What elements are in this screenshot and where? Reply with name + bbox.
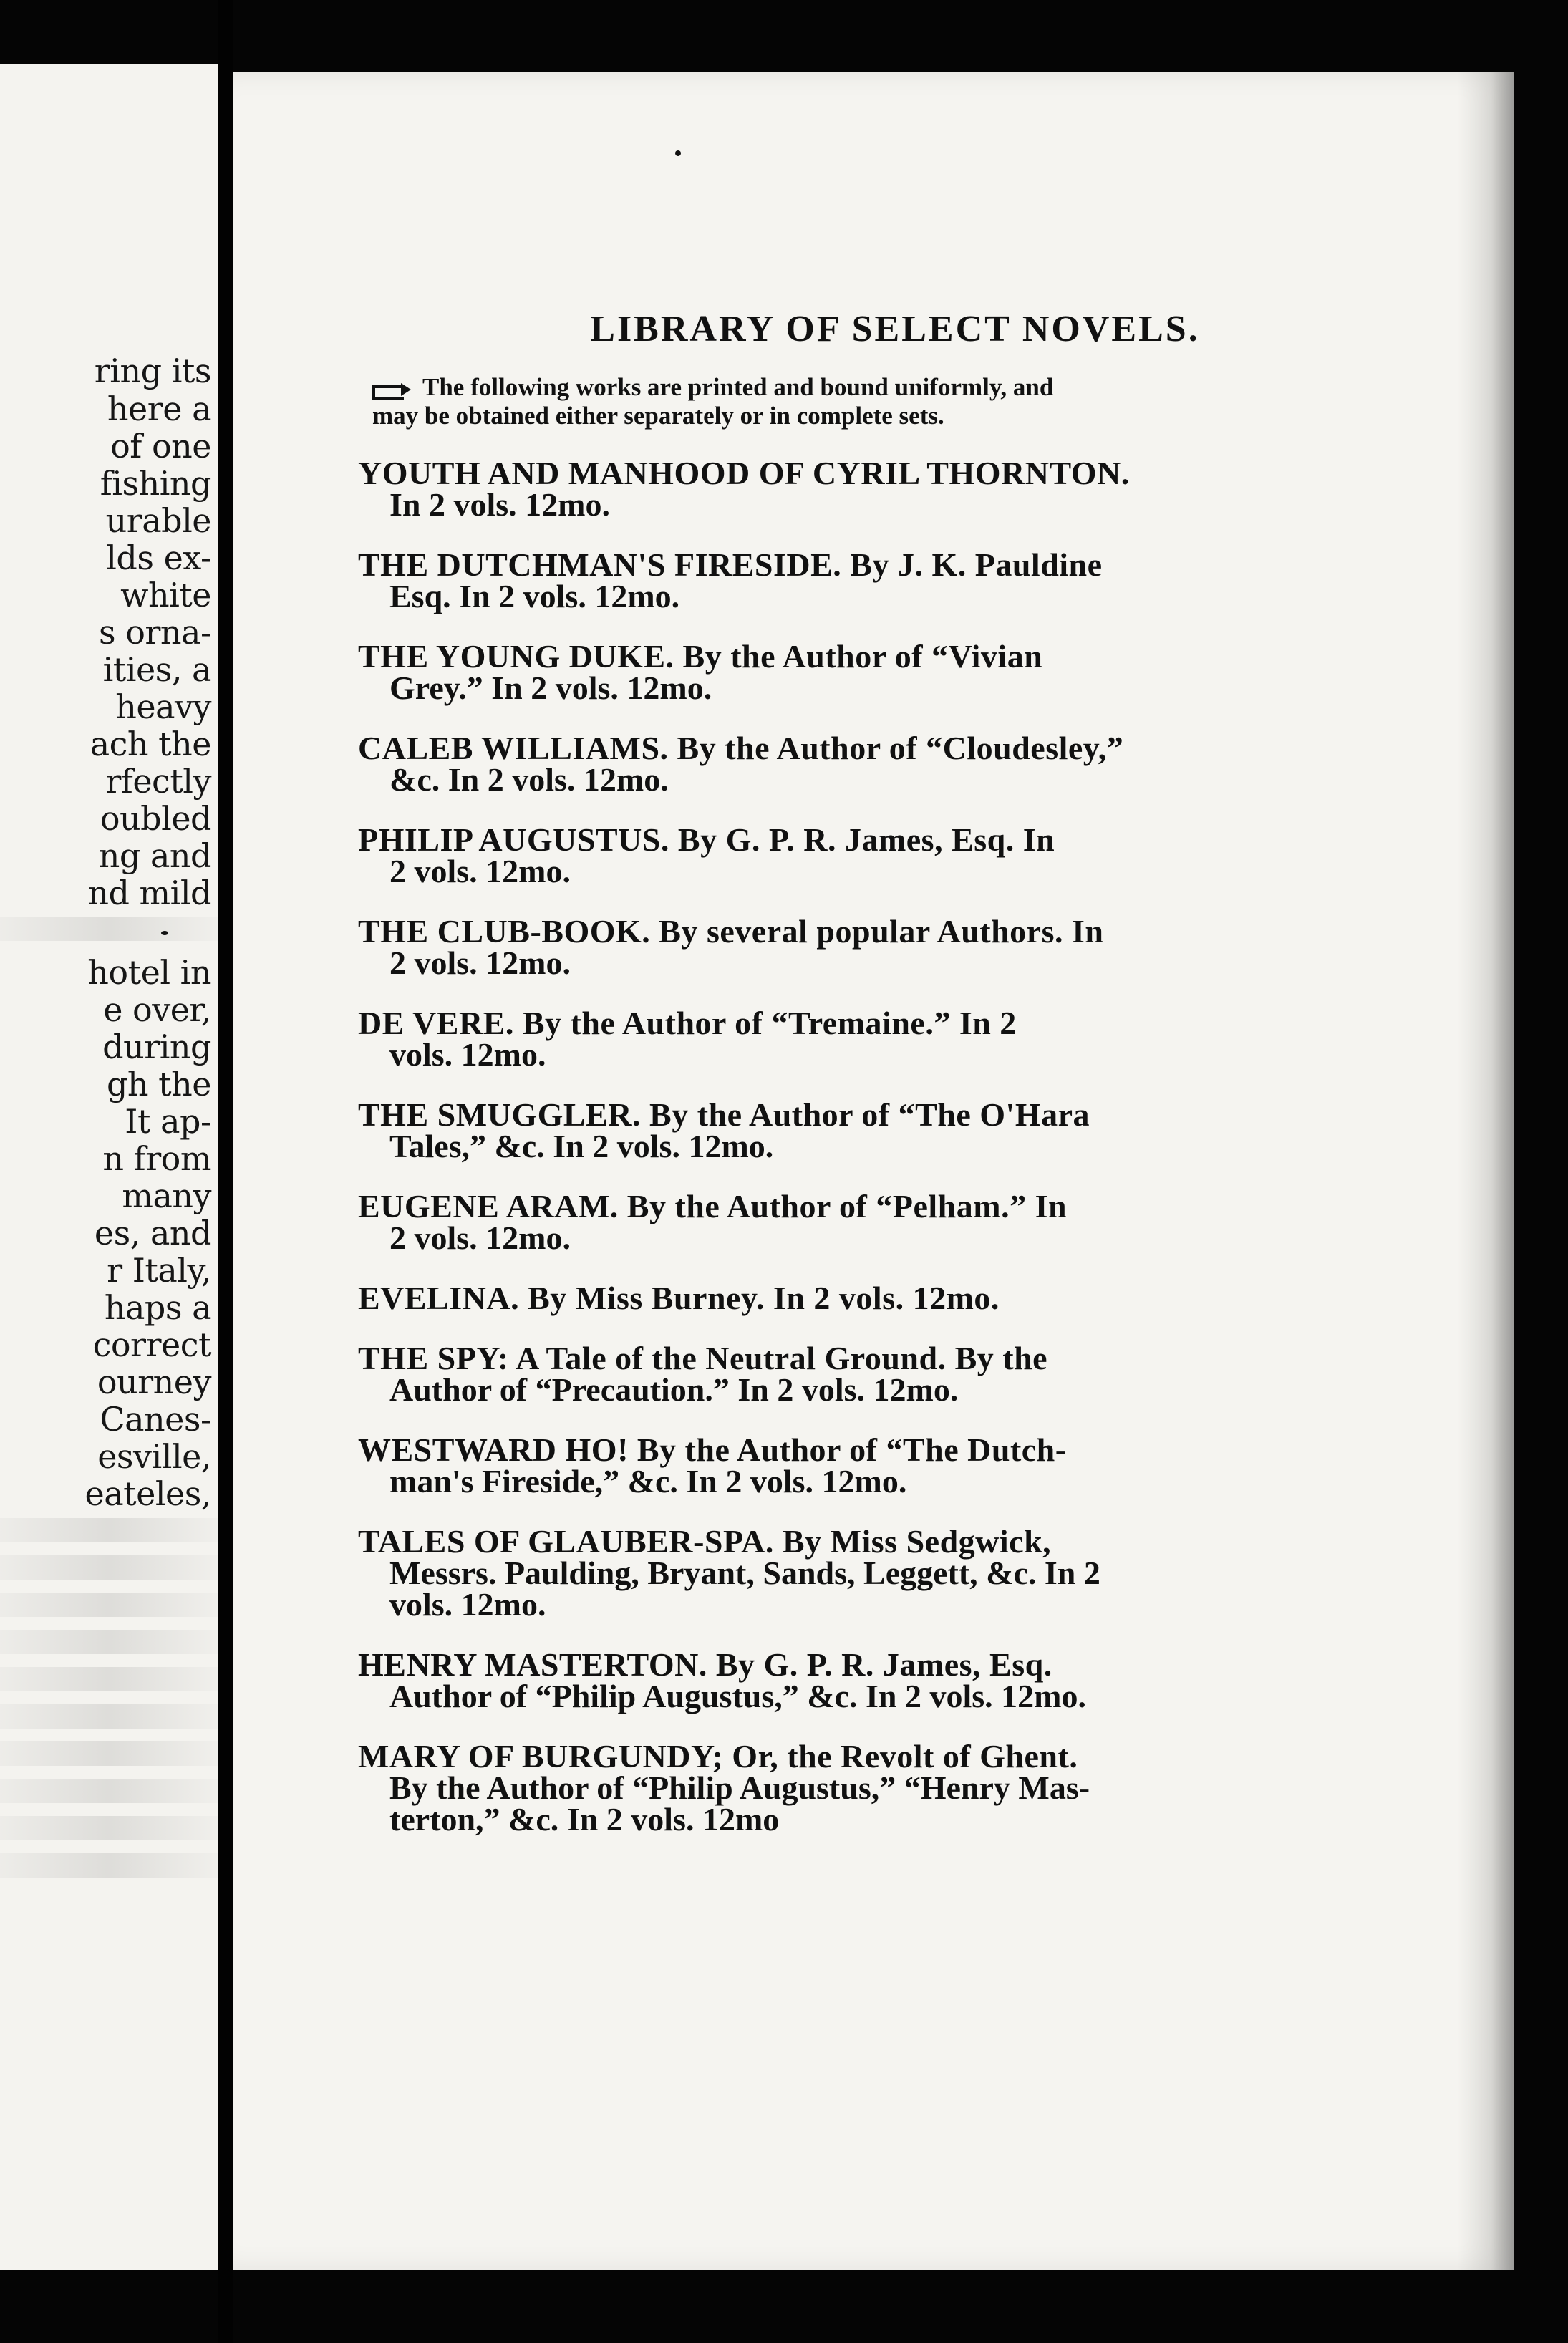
entry-line-2: man's Fireside,” &c. In 2 vols. 12mo. [389, 1463, 907, 1499]
book-entry [358, 546, 1418, 614]
left-text-fragment: ach the [89, 725, 211, 763]
left-text-fragment: fishing [100, 464, 211, 503]
left-text-fragment: n from [102, 1139, 211, 1178]
book-entry [358, 730, 1418, 798]
left-text-fragment: ities, a [102, 650, 211, 689]
left-text-fragment: ng and [98, 836, 211, 875]
faded-text-line [0, 917, 218, 941]
left-text-fragment: rfectly [105, 762, 211, 801]
book-entry [358, 1646, 1418, 1714]
left-text-fragment: r Italy, [107, 1251, 211, 1290]
book-entry [358, 1738, 1418, 1837]
left-text-fragment: correct [92, 1325, 211, 1364]
book-entry [358, 821, 1418, 889]
book-entry [358, 1096, 1418, 1164]
faded-text-line [0, 1816, 218, 1840]
book-entry [358, 1282, 1418, 1314]
book-entry [358, 913, 1418, 981]
faded-text-line [0, 1779, 218, 1803]
entry-line-1: THE YOUNG DUKE. By the Author of “Vivian [358, 638, 1043, 675]
entry-line-1: TALES OF GLAUBER-SPA. By Miss Sedgwick, [358, 1523, 1052, 1560]
entry-line-2: In 2 vols. 12mo. [389, 486, 610, 523]
book-entry [358, 1431, 1418, 1499]
entry-line-1: YOUTH AND MANHOOD OF CYRIL THORNTON. [358, 455, 1130, 491]
print-speck [675, 150, 681, 156]
faded-text-line [0, 1704, 218, 1729]
entry-line-2: 2 vols. 12mo. [389, 1219, 571, 1256]
entry-line-2: 2 vols. 12mo. [389, 945, 571, 981]
faded-text-line [0, 1555, 218, 1580]
book-entry [358, 455, 1418, 523]
left-text-fragment: hotel in [87, 953, 211, 992]
entry-line-1: WESTWARD HO! By the Author of “The Dutch- [358, 1431, 1067, 1468]
left-text-fragment: during [102, 1028, 211, 1066]
left-text-fragment: urable [105, 501, 211, 540]
book-entry [358, 1523, 1418, 1623]
left-facing-page [0, 64, 218, 2270]
left-text-fragment: es, and [94, 1214, 211, 1252]
entry-line-2: Messrs. Paulding, Bryant, Sands, Leggett, &c. In 2 [389, 1555, 1100, 1591]
left-text-fragment: Canes- [100, 1400, 211, 1439]
entry-line-2: By the Author of “Philip Augustus,” “Henry Mas- [389, 1769, 1090, 1806]
book-entry [358, 1005, 1418, 1073]
faded-text-line [0, 1518, 218, 1542]
entry-line-2: vols. 12mo. [389, 1036, 546, 1073]
book-entry [358, 638, 1418, 706]
entry-line-1: THE SMUGGLER. By the Author of “The O'Hara [358, 1096, 1090, 1133]
entry-line-2: Grey.” In 2 vols. 12mo. [389, 670, 712, 706]
entry-line-3: vols. 12mo. [389, 1586, 546, 1623]
left-text-fragment: here a [107, 390, 211, 428]
entry-line-1: THE SPY: A Tale of the Neutral Ground. By the [358, 1340, 1048, 1376]
left-text-fragment: many [122, 1177, 211, 1215]
entry-line-1: THE CLUB-BOOK. By several popular Authors. In [358, 913, 1104, 950]
faded-text-line [0, 1741, 218, 1766]
entry-line-3: terton,” &c. In 2 vols. 12mo [389, 1801, 780, 1837]
book-list [358, 308, 1418, 1864]
entry-line-1: CALEB WILLIAMS. By the Author of “Cloudesley,” [358, 730, 1124, 766]
page-gutter [218, 0, 233, 2343]
entry-line-1: THE DUTCHMAN'S FIRESIDE. By J. K. Pauldine [358, 546, 1103, 583]
left-text-fragment: white [120, 576, 211, 614]
faded-text-line [0, 1593, 218, 1617]
notice-line-1: The following works are printed and bound uniformly, and [422, 373, 1054, 401]
entry-line-2: Author of “Philip Augustus,” &c. In 2 vols. 12mo. [389, 1678, 1086, 1714]
page-edge-shadow [1457, 72, 1514, 2270]
entry-line-2: Tales,” &c. In 2 vols. 12mo. [389, 1128, 774, 1164]
left-text-fragment: ourney [97, 1363, 211, 1401]
left-text-fragment: haps a [104, 1288, 211, 1327]
entry-line-1: EVELINA. By Miss Burney. In 2 vols. 12mo. [358, 1280, 1000, 1316]
print-speck [161, 931, 168, 935]
faded-text-line [0, 1853, 218, 1878]
left-text-fragment: lds ex- [106, 538, 211, 577]
entry-line-2: Esq. In 2 vols. 12mo. [389, 578, 680, 614]
entry-line-1: EUGENE ARAM. By the Author of “Pelham.” In [358, 1188, 1068, 1224]
notice-line-2: may be obtained either separately or in complete sets. [372, 402, 944, 430]
pointing-hand-icon [372, 382, 412, 397]
left-text-fragment: heavy [115, 687, 211, 726]
book-entry [358, 1340, 1418, 1408]
entry-line-2: 2 vols. 12mo. [389, 853, 571, 889]
entry-line-2: &c. In 2 vols. 12mo. [389, 761, 669, 798]
left-text-fragment: It ap- [125, 1102, 211, 1141]
entry-line-1: DE VERE. By the Author of “Tremaine.” In 2 [358, 1005, 1017, 1041]
left-text-fragment: e over, [103, 990, 211, 1029]
left-text-fragment: eateles, [84, 1474, 211, 1513]
book-entry [358, 1188, 1418, 1256]
main-page [233, 72, 1514, 2270]
entry-line-2: Author of “Precaution.” In 2 vols. 12mo. [389, 1371, 959, 1408]
faded-text-line [0, 1667, 218, 1691]
left-text-fragment: of one [110, 427, 211, 465]
left-text-fragment: s orna- [98, 613, 211, 652]
page-title: LIBRARY OF SELECT NOVELS. [590, 309, 1200, 349]
left-text-fragment: gh the [106, 1065, 211, 1103]
left-text-fragment: oubled [100, 799, 211, 838]
entry-line-1: HENRY MASTERTON. By G. P. R. James, Esq. [358, 1646, 1052, 1683]
left-text-fragment: nd mild [87, 874, 211, 912]
faded-text-line [0, 1630, 218, 1654]
left-text-fragment: esville, [97, 1437, 211, 1476]
left-text-fragment: ring its [94, 352, 211, 390]
entry-line-1: MARY OF BURGUNDY; Or, the Revolt of Ghent. [358, 1738, 1078, 1774]
notice [372, 373, 1418, 430]
entry-line-1: PHILIP AUGUSTUS. By G. P. R. James, Esq. In [358, 821, 1055, 858]
